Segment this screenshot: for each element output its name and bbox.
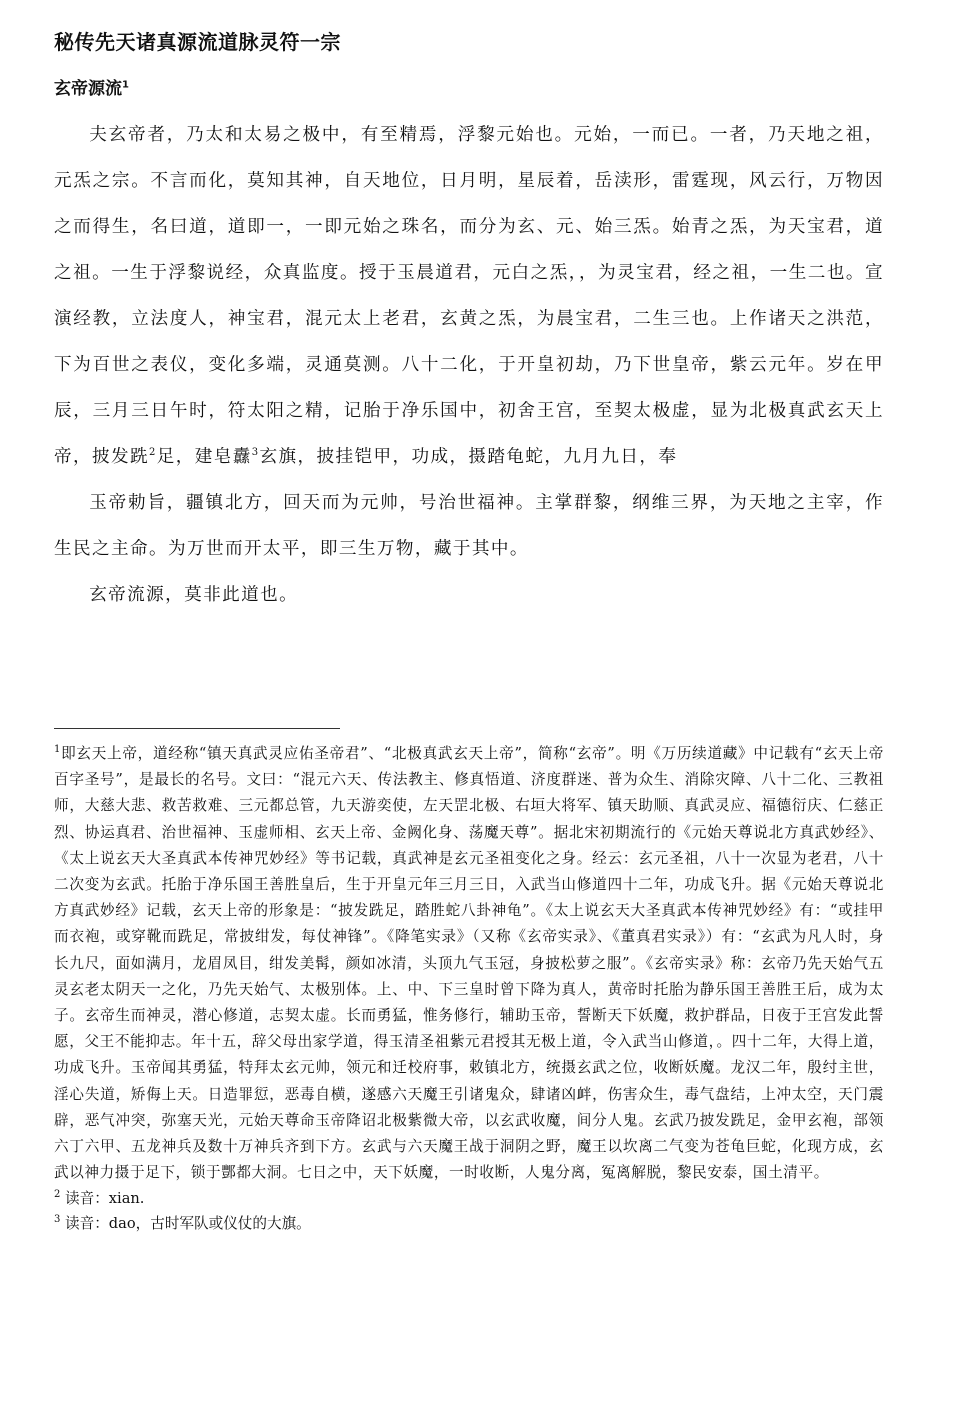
- footnote-1: [54, 741, 884, 1186]
- footnote-divider: [54, 728, 340, 729]
- section-heading: [54, 74, 129, 99]
- section-heading-text: 玄帝源流: [54, 79, 122, 99]
- paragraph-2: 玉帝勅旨，疆镇北方，回天而为元帅，号治世福神。主掌群黎，纲维三界，为天地之主宰，作生民之主命。为万世而开太平，即三生万物，藏于其中。: [54, 493, 884, 559]
- footnote-2-text: 读音：xian.: [65, 1190, 145, 1208]
- footnote-1-number: 1: [54, 744, 61, 756]
- footnote-2: [54, 1186, 884, 1211]
- paragraph-1-part-c: 玄旗，披挂铠甲，功成，摄踏龟蛇，九月九日，奉: [259, 447, 678, 467]
- footnote-1-text: 即玄天上帝，道经称“镇天真武灵应佑圣帝君”、“北极真武玄天上帝”，简称“玄帝”。明《万历续道藏》中记载有“玄天上帝百字圣号”，是最长的名号。文曰：“混元六天、传法教主、修真悟道、济度群迷、普为众生、消除灾障、八十二化、三教祖师，大慈大悲、救苦救难、三元都总管，九天游奕使，左天罡北极、右垣大将军、镇天助顺、真武灵应、福德衍庆、仁慈正烈、协运真君、治世福神、玉虚师相、玄天上帝、金阙化身、荡魔天尊”。据北宋初期流行的《元始天尊说北方真武妙经》、《太上说玄天大圣真武本传神咒妙经》等书记载，真武神是玄元圣祖变化之身。经云：玄元圣祖，八十一次显为老君，八十二次变为玄武。托胎于净乐国王善胜皇后，生于开皇元年三月三日，入武当山修道四十二年，功成飞升。据《元始天尊说北方真武妙经》记载，玄天上帝的形象是：“披发跣足，踏胜蛇八卦神龟”。《太上说玄天大圣真武本传神咒妙经》有：“或挂甲而衣袍，或穿靴而跣足，常披绀发，每仗神锋”。《降笔实录》（又称《玄帝实录》、《董真君实录》）有：“玄武为凡人时，身长九尺，面如满月，龙眉凤目，绀发美髯，颜如冰清，头顶九气玉冠，身披松萝之服”。《玄帝实录》称：玄帝乃先天始气五灵玄老太阴天一之化，乃先天始气、太极别体。上、中、下三皇时曾下降为真人，黄帝时托胎为静乐国王善胜王后，成为太子。玄帝生而神灵，潜心修道，志契太虚。长而勇猛，惟务修行，辅助玉帝，誓断天下妖魔，救护群品，日夜于王宫发此誓愿，父王不能抑志。年十五，辞父母出家学道，得玉清圣祖紫元君授其无极上道，令入武当山修道，。四十二年，大得上道，功成飞升。玉帝闻其勇猛，特拜太玄元帅，领元和迁校府事，敕镇北方，统摄玄武之位，收断妖魔。龙汉二年，殷纣主世，淫心失道，矫侮上天。日造罪愆，恶毒自横，遂感六天魔王引诸鬼众，肆诸凶衅，伤害众生，毒气盘结，上冲太空，天门震辟，恶气冲突，弥塞天光，元始天尊命玉帝降诏北极紫微大帝，以玄武收魔，间分人鬼。玄武乃披发跣足，金甲玄袍，部领六丁六甲、五龙神兵及数十万神兵齐到下方。玄武与六天魔王战于洞阴之野，魔王以坎离二气变为苍龟巨蛇，化现方成，玄武以神力摄于足下，锁于酆都大洞。七日之中，天下妖魔，一时收断，人鬼分离，冤离解脱，黎民安泰，国土清平。: [54, 745, 884, 1182]
- footnote-3-number: 3: [54, 1214, 61, 1226]
- document-title: 秘传先天诸真源流道脉灵符一宗: [54, 30, 341, 54]
- paragraph-1: [54, 112, 884, 480]
- paragraph-3: 玄帝流源，莫非此道也。: [89, 585, 299, 605]
- body-text: [54, 112, 884, 618]
- paragraph-1-part-b: 足，建皂纛: [156, 447, 252, 467]
- footnote-ref-3[interactable]: 3: [251, 447, 260, 459]
- footnote-3: [54, 1211, 884, 1236]
- footnote-ref-1[interactable]: 1: [122, 79, 129, 91]
- footnotes: [54, 741, 884, 1236]
- footnote-3-text: 读音：dao，古时军队或仪仗的大旗。: [65, 1215, 311, 1233]
- footnote-ref-2[interactable]: 2: [148, 447, 157, 459]
- paragraph-1-part-a: 夫玄帝者，乃太和太易之极中，有至精焉，浮黎元始也。元始，一而已。一者，乃天地之祖，元炁之宗。不言而化，莫知其神，自天地位，日月明，星辰着，岳渎形，雷霆现，风云行，万物因之而得生，名曰道，道即一，一即元始之珠名，而分为玄、元、始三炁。始青之炁，为天宝君，道之祖。一生于浮黎说经，众真监度。授于玉晨道君，元白之炁，，为灵宝君，经之祖，一生二也。宣演经教，立法度人，神宝君，混元太上老君，玄黄之炁，为晨宝君，二生三也。上作诸天之洪范，下为百世之表仪，变化多端，灵通莫测。八十二化，于开皇初劫，乃下世皇帝，紫云元年。岁在甲辰，三月三日午时，符太阳之精，记胎于净乐国中，初舍王宫，至契太极虚，显为北极真武玄天上帝，披发跣: [54, 125, 884, 467]
- footnote-2-number: 2: [54, 1189, 61, 1201]
